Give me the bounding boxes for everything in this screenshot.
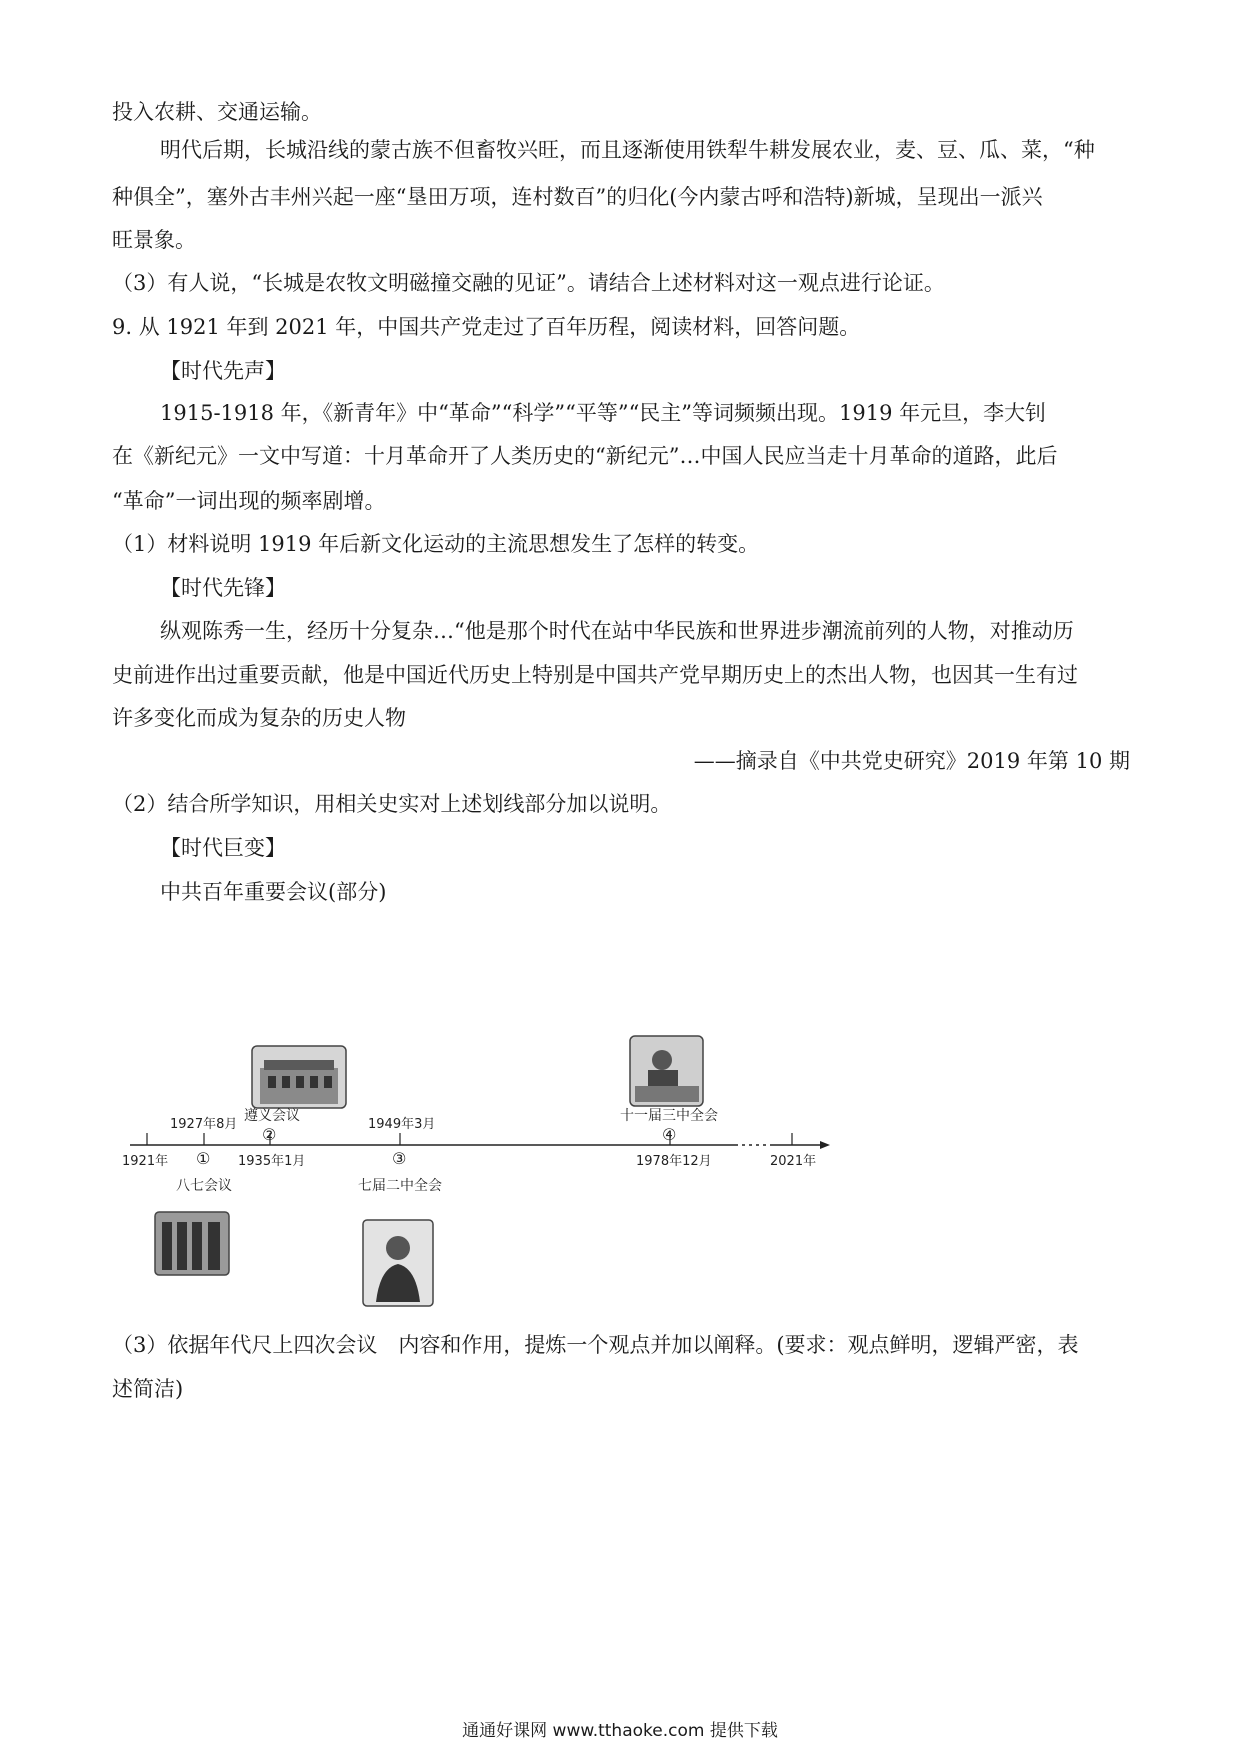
- source-citation: ——摘录自《中共党史研究》2019 年第 10 期: [693, 749, 1130, 773]
- text-line: 纵观陈秀一生，经历十分复杂…“他是那个时代在站中华民族和世界进步潮流前列的人物，对推动历: [160, 619, 1074, 643]
- text-line: “革命”一词出现的频率剧增。: [112, 489, 386, 513]
- text-line: 投入农耕、交通运输。: [112, 100, 322, 124]
- text-line: 种俱全”，塞外古丰州兴起一座“垦田万项，连村数百”的归化(今内蒙古呼和浩特)新城，呈现出一派兴: [112, 185, 1043, 209]
- event-number: ③: [392, 1149, 407, 1168]
- question-3-prompt: （3）有人说，“长城是农牧文明磁撞交融的见证”。请结合上述材料对这一观点进行论证。: [112, 271, 945, 295]
- text-line: 旺景象。: [112, 228, 196, 252]
- event-date: 1927年8月: [170, 1117, 238, 1132]
- august-7-meeting-photo: [155, 1212, 229, 1275]
- event-date: 1949年3月: [368, 1117, 436, 1132]
- event-number: ④: [662, 1125, 677, 1144]
- question-1-prompt: （1）材料说明 1919 年后新文化运动的主流思想发生了怎样的转变。: [112, 532, 760, 556]
- footer-credit: 通通好课网 www.tthaoke.com 提供下载: [462, 1721, 778, 1741]
- section-heading: 【时代巨变】: [160, 836, 286, 860]
- event-name: 八七会议: [176, 1178, 232, 1194]
- event-date: 1978年12月: [636, 1154, 712, 1169]
- second-plenum-photo: [363, 1220, 433, 1306]
- event-name: 七届二中全会: [358, 1178, 442, 1194]
- text-line: 1915-1918 年，《新青年》中“革命”“科学”“平等”“民主”等词频频出现。1919 年元旦，李大钊: [160, 401, 1047, 425]
- timeline-caption: 中共百年重要会议(部分): [160, 880, 387, 904]
- event-name: 遵义会议: [244, 1108, 300, 1124]
- third-plenum-photo: [630, 1036, 703, 1106]
- text-line: 史前进作出过重要贡献，他是中国近代历史上特别是中国共产党早期历史上的杰出人物，也因其一生有过: [112, 663, 1078, 687]
- timeline-start-label: 1921年: [122, 1154, 169, 1169]
- text-line: 许多变化而成为复杂的历史人物: [112, 706, 406, 730]
- section-heading: 【时代先锋】: [160, 576, 286, 600]
- meeting-timeline: [122, 1030, 950, 1310]
- event-date: 1935年1月: [238, 1154, 306, 1169]
- event-number: ①: [196, 1149, 211, 1168]
- question-3b-prompt: （3）依据年代尺上四次会议 内容和作用，提炼一个观点并加以阐释。(要求：观点鲜明，逻辑严密，表: [112, 1333, 1079, 1357]
- timeline-end-label: 2021年: [770, 1154, 817, 1169]
- text-line: 述简洁): [112, 1377, 184, 1401]
- event-number: ②: [262, 1125, 277, 1144]
- question-2-prompt: （2）结合所学知识，用相关史实对上述划线部分加以说明。: [112, 792, 672, 816]
- event-name: 十一届三中全会: [620, 1108, 718, 1124]
- section-heading: 【时代先声】: [160, 359, 286, 383]
- text-line: 明代后期，长城沿线的蒙古族不但畜牧兴旺，而且逐渐使用铁犁牛耕发展农业，麦、豆、瓜、菜，“种: [160, 138, 1095, 162]
- question-9-heading: 9. 从 1921 年到 2021 年，中国共产党走过了百年历程，阅读材料，回答问题。: [112, 315, 861, 339]
- text-line: 在《新纪元》一文中写道：十月革命开了人类历史的“新纪元”…中国人民应当走十月革命的道路，此后: [112, 444, 1058, 468]
- zunyi-building-photo: [252, 1046, 346, 1108]
